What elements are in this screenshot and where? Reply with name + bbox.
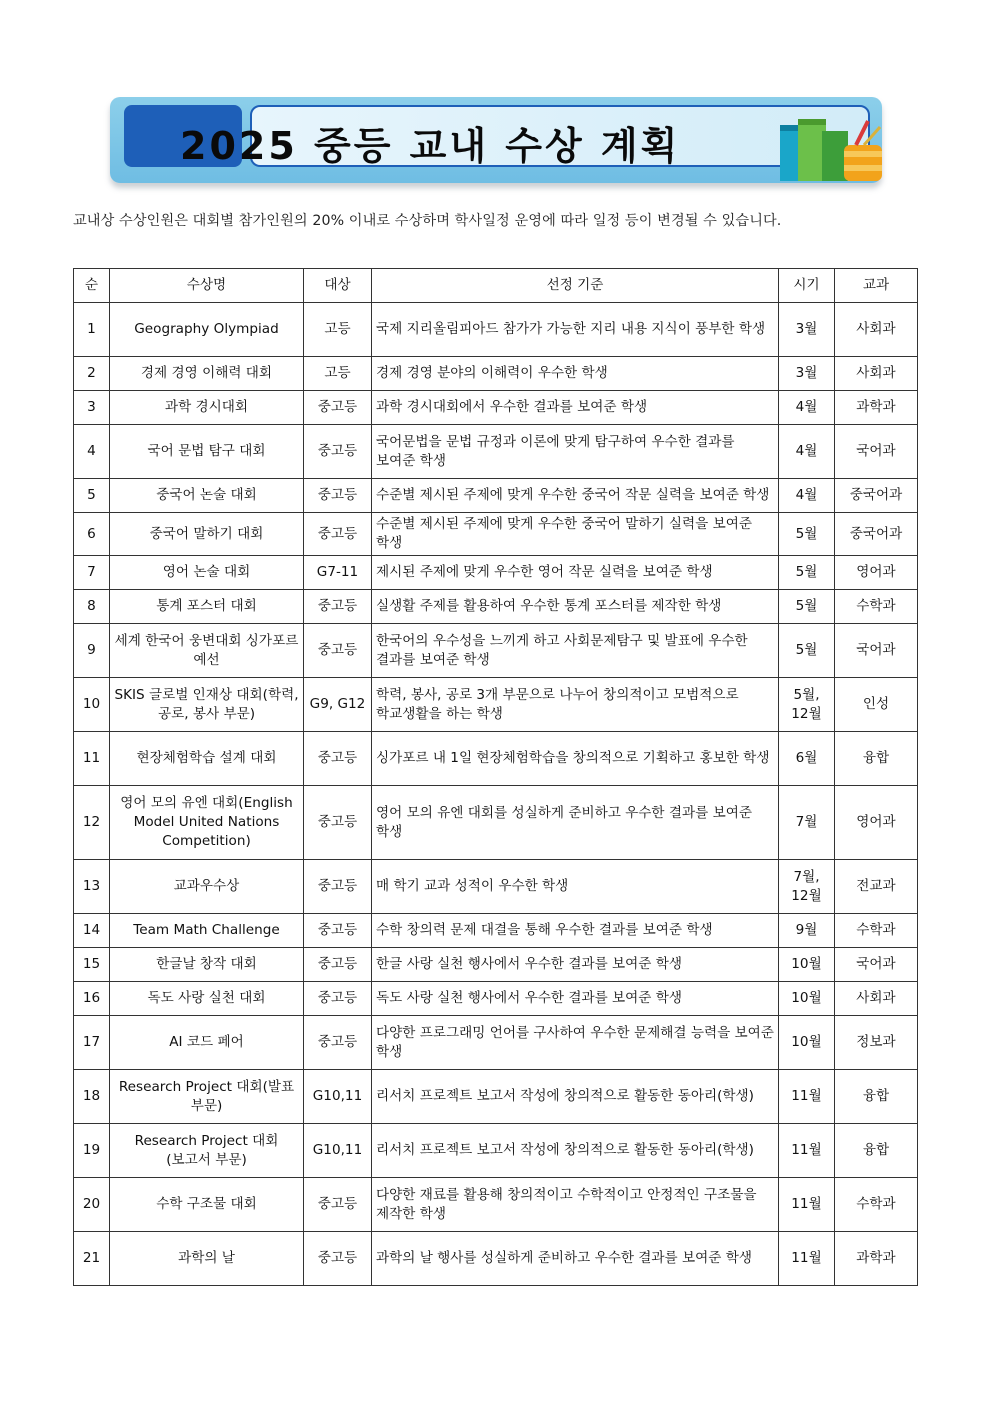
cell-subject: 융합 xyxy=(835,732,918,786)
cell-period: 10월 xyxy=(779,982,835,1016)
table-row xyxy=(74,1016,918,1070)
cell-award-name: Research Project 대회(보고서 부문) xyxy=(110,1124,304,1178)
cell-target: 중고등 xyxy=(304,391,372,425)
cell-target: 중고등 xyxy=(304,425,372,479)
cell-award-name: 중국어 말하기 대회 xyxy=(110,513,304,556)
table-row xyxy=(74,590,918,624)
table-row xyxy=(74,786,918,860)
cell-subject: 중국어과 xyxy=(835,479,918,513)
cell-target: G9, G12 xyxy=(304,678,372,732)
notice-text: 교내상 수상인원은 대회별 참가인원의 20% 이내로 수상하며 학사일정 운영에 따라 일정 등이 변경될 수 있습니다. xyxy=(73,213,782,229)
cell-number: 3 xyxy=(74,391,110,425)
cell-period: 11월 xyxy=(779,1232,835,1286)
cell-period: 5월 xyxy=(779,590,835,624)
cell-award-name: AI 코드 페어 xyxy=(110,1016,304,1070)
cell-award-name: 수학 구조물 대회 xyxy=(110,1178,304,1232)
cell-criteria: 영어 모의 유엔 대회를 성실하게 준비하고 우수한 결과를 보여준 학생 xyxy=(372,786,779,860)
cell-period: 5월, 12월 xyxy=(779,678,835,732)
cell-subject: 정보과 xyxy=(835,1016,918,1070)
table-row xyxy=(74,1178,918,1232)
cell-target: 중고등 xyxy=(304,948,372,982)
cell-criteria: 리서치 프로젝트 보고서 작성에 창의적으로 활동한 동아리(학생) xyxy=(372,1070,779,1124)
cell-target: 중고등 xyxy=(304,1232,372,1286)
cell-subject: 사회과 xyxy=(835,303,918,357)
cell-subject: 과학과 xyxy=(835,391,918,425)
cell-target: 중고등 xyxy=(304,513,372,556)
cell-award-name: 과학의 날 xyxy=(110,1232,304,1286)
cell-criteria: 과학 경시대회에서 우수한 결과를 보여준 학생 xyxy=(372,391,779,425)
cell-award-name: 영어 논술 대회 xyxy=(110,556,304,590)
cell-award-name: 경제 경영 이해력 대회 xyxy=(110,357,304,391)
cell-target: 고등 xyxy=(304,303,372,357)
cell-subject: 인성 xyxy=(835,678,918,732)
cell-number: 7 xyxy=(74,556,110,590)
cell-criteria: 독도 사랑 실천 행사에서 우수한 결과를 보여준 학생 xyxy=(372,982,779,1016)
cell-target: 중고등 xyxy=(304,590,372,624)
table-row xyxy=(74,556,918,590)
cell-subject: 수학과 xyxy=(835,914,918,948)
cell-number: 21 xyxy=(74,1232,110,1286)
table-row xyxy=(74,513,918,556)
cell-period: 5월 xyxy=(779,513,835,556)
cell-period: 4월 xyxy=(779,391,835,425)
cell-criteria: 경제 경영 분야의 이해력이 우수한 학생 xyxy=(372,357,779,391)
cell-number: 11 xyxy=(74,732,110,786)
cell-subject: 수학과 xyxy=(835,1178,918,1232)
cell-target: 중고등 xyxy=(304,860,372,914)
col-header-criteria: 선정 기준 xyxy=(372,269,779,303)
col-header-period: 시기 xyxy=(779,269,835,303)
cell-criteria: 매 학기 교과 성적이 우수한 학생 xyxy=(372,860,779,914)
cell-subject: 국어과 xyxy=(835,425,918,479)
cell-award-name: Team Math Challenge xyxy=(110,914,304,948)
cell-number: 5 xyxy=(74,479,110,513)
cell-criteria: 수준별 제시된 주제에 맞게 우수한 중국어 말하기 실력을 보여준 학생 xyxy=(372,513,779,556)
col-header-number: 순 xyxy=(74,269,110,303)
cell-number: 12 xyxy=(74,786,110,860)
cell-award-name: 교과우수상 xyxy=(110,860,304,914)
cell-period: 11월 xyxy=(779,1070,835,1124)
awards-table xyxy=(73,268,918,1286)
cell-number: 2 xyxy=(74,357,110,391)
cell-period: 3월 xyxy=(779,303,835,357)
table-row xyxy=(74,732,918,786)
cell-number: 6 xyxy=(74,513,110,556)
cell-subject: 중국어과 xyxy=(835,513,918,556)
cell-award-name: 중국어 논술 대회 xyxy=(110,479,304,513)
cell-number: 18 xyxy=(74,1070,110,1124)
cell-criteria: 싱가포르 내 1일 현장체험학습을 창의적으로 기획하고 홍보한 학생 xyxy=(372,732,779,786)
cell-target: 중고등 xyxy=(304,982,372,1016)
cell-period: 10월 xyxy=(779,948,835,982)
cell-subject: 영어과 xyxy=(835,556,918,590)
table-row xyxy=(74,1124,918,1178)
cell-period: 11월 xyxy=(779,1124,835,1178)
cell-subject: 과학과 xyxy=(835,1232,918,1286)
cell-award-name: 과학 경시대회 xyxy=(110,391,304,425)
cell-award-name: Research Project 대회(발표 부문) xyxy=(110,1070,304,1124)
table-header-row xyxy=(74,269,918,303)
cell-award-name: 국어 문법 탐구 대회 xyxy=(110,425,304,479)
cell-number: 16 xyxy=(74,982,110,1016)
cell-target: G10,11 xyxy=(304,1124,372,1178)
cell-criteria: 수학 창의력 문제 대결을 통해 우수한 결과를 보여준 학생 xyxy=(372,914,779,948)
books-icon xyxy=(776,115,886,185)
cell-criteria: 리서치 프로젝트 보고서 작성에 창의적으로 활동한 동아리(학생) xyxy=(372,1124,779,1178)
table-row xyxy=(74,479,918,513)
cell-period: 11월 xyxy=(779,1178,835,1232)
cell-award-name: 통계 포스터 대회 xyxy=(110,590,304,624)
cell-criteria: 수준별 제시된 주제에 맞게 우수한 중국어 작문 실력을 보여준 학생 xyxy=(372,479,779,513)
cell-number: 20 xyxy=(74,1178,110,1232)
cell-criteria: 학력, 봉사, 공로 3개 부문으로 나누어 창의적이고 모범적으로 학교생활을 하는 학생 xyxy=(372,678,779,732)
cell-award-name: 세계 한국어 웅변대회 싱가포르 예선 xyxy=(110,624,304,678)
table-row xyxy=(74,391,918,425)
cell-number: 10 xyxy=(74,678,110,732)
cell-award-name: SKIS 글로벌 인재상 대회(학력, 공로, 봉사 부문) xyxy=(110,678,304,732)
table-row xyxy=(74,1232,918,1286)
page-title: 2025 중등 교내 수상 계획 xyxy=(180,124,681,168)
cell-target: 중고등 xyxy=(304,1178,372,1232)
cell-target: 중고등 xyxy=(304,732,372,786)
cell-period: 6월 xyxy=(779,732,835,786)
cell-target: G10,11 xyxy=(304,1070,372,1124)
table-row xyxy=(74,425,918,479)
cell-criteria: 한글 사랑 실천 행사에서 우수한 결과를 보여준 학생 xyxy=(372,948,779,982)
col-header-subject: 교과 xyxy=(835,269,918,303)
cell-subject: 국어과 xyxy=(835,948,918,982)
cell-period: 4월 xyxy=(779,479,835,513)
cell-target: 중고등 xyxy=(304,624,372,678)
cell-target: G7-11 xyxy=(304,556,372,590)
cell-period: 3월 xyxy=(779,357,835,391)
cell-period: 4월 xyxy=(779,425,835,479)
cell-target: 중고등 xyxy=(304,914,372,948)
cell-subject: 전교과 xyxy=(835,860,918,914)
table-row xyxy=(74,303,918,357)
cell-number: 9 xyxy=(74,624,110,678)
cell-subject: 사회과 xyxy=(835,982,918,1016)
table-row xyxy=(74,914,918,948)
cell-target: 고등 xyxy=(304,357,372,391)
cell-number: 1 xyxy=(74,303,110,357)
cell-subject: 융합 xyxy=(835,1124,918,1178)
col-header-award-name: 수상명 xyxy=(110,269,304,303)
cell-criteria: 실생활 주제를 활용하여 우수한 통계 포스터를 제작한 학생 xyxy=(372,590,779,624)
table-row xyxy=(74,624,918,678)
cell-subject: 수학과 xyxy=(835,590,918,624)
cell-target: 중고등 xyxy=(304,479,372,513)
table-row xyxy=(74,1070,918,1124)
cell-award-name: 현장체험학습 설계 대회 xyxy=(110,732,304,786)
cell-target: 중고등 xyxy=(304,1016,372,1070)
cell-subject: 사회과 xyxy=(835,357,918,391)
cell-period: 5월 xyxy=(779,624,835,678)
cell-criteria: 국어문법을 문법 규정과 이론에 맞게 탐구하여 우수한 결과를 보여준 학생 xyxy=(372,425,779,479)
cell-subject: 영어과 xyxy=(835,786,918,860)
cell-award-name: 독도 사랑 실천 대회 xyxy=(110,982,304,1016)
cell-criteria: 국제 지리올림피아드 참가가 가능한 지리 내용 지식이 풍부한 학생 xyxy=(372,303,779,357)
cell-criteria: 한국어의 우수성을 느끼게 하고 사회문제탐구 및 발표에 우수한 결과를 보여준 학생 xyxy=(372,624,779,678)
col-header-target: 대상 xyxy=(304,269,372,303)
cell-criteria: 다양한 프로그래밍 언어를 구사하여 우수한 문제해결 능력을 보여준 학생 xyxy=(372,1016,779,1070)
cell-period: 5월 xyxy=(779,556,835,590)
cell-period: 9월 xyxy=(779,914,835,948)
cell-subject: 국어과 xyxy=(835,624,918,678)
table-row xyxy=(74,948,918,982)
cell-award-name: 한글날 창작 대회 xyxy=(110,948,304,982)
cell-period: 7월 xyxy=(779,786,835,860)
cell-number: 13 xyxy=(74,860,110,914)
cell-number: 8 xyxy=(74,590,110,624)
cell-criteria: 다양한 재료를 활용해 창의적이고 수학적이고 안정적인 구조물을 제작한 학생 xyxy=(372,1178,779,1232)
cell-number: 17 xyxy=(74,1016,110,1070)
table-row xyxy=(74,678,918,732)
cell-period: 10월 xyxy=(779,1016,835,1070)
cell-number: 4 xyxy=(74,425,110,479)
cell-subject: 융합 xyxy=(835,1070,918,1124)
title-banner xyxy=(110,97,882,183)
cell-criteria: 제시된 주제에 맞게 우수한 영어 작문 실력을 보여준 학생 xyxy=(372,556,779,590)
cell-criteria: 과학의 날 행사를 성실하게 준비하고 우수한 결과를 보여준 학생 xyxy=(372,1232,779,1286)
cell-award-name: Geography Olympiad xyxy=(110,303,304,357)
cell-period: 7월, 12월 xyxy=(779,860,835,914)
cell-number: 14 xyxy=(74,914,110,948)
cell-number: 19 xyxy=(74,1124,110,1178)
table-row xyxy=(74,860,918,914)
cell-number: 15 xyxy=(74,948,110,982)
table-row xyxy=(74,982,918,1016)
cell-award-name: 영어 모의 유엔 대회(English Model United Nations Competition) xyxy=(110,786,304,860)
cell-target: 중고등 xyxy=(304,786,372,860)
table-row xyxy=(74,357,918,391)
